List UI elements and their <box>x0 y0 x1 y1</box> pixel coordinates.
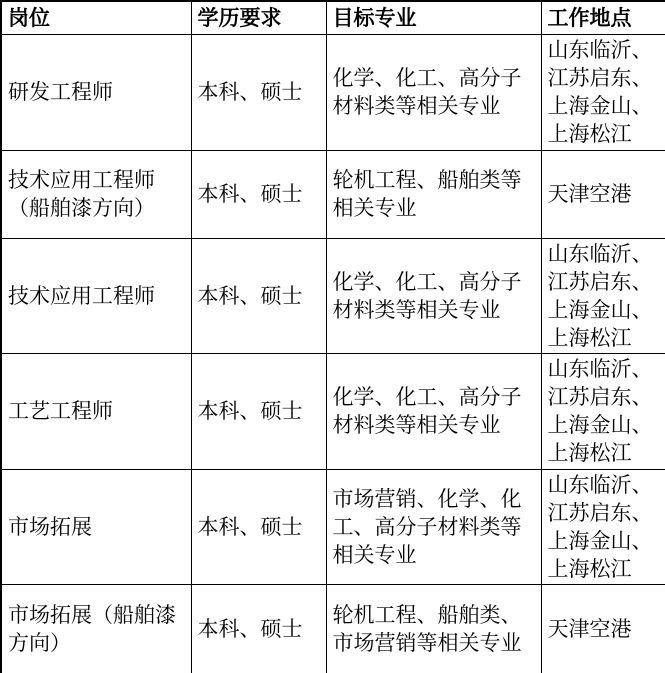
cell-education: 本科、硕士 <box>191 353 326 469</box>
table-row <box>1 353 665 469</box>
table-header-row <box>1 1 665 34</box>
cell-location: 山东临沂、江苏启东、上海金山、上海松江 <box>541 238 665 353</box>
cell-location: 山东临沂、江苏启东、上海金山、上海松江 <box>541 34 665 150</box>
cell-location: 山东临沂、江苏启东、上海金山、上海松江 <box>541 469 665 584</box>
cell-position: 市场拓展（船舶漆方向） <box>1 584 191 673</box>
cell-majors: 轮机工程、船舶类等相关专业 <box>326 150 541 238</box>
table-row <box>1 150 665 238</box>
cell-education: 本科、硕士 <box>191 584 326 673</box>
cell-location: 天津空港 <box>541 584 665 673</box>
cell-position: 工艺工程师 <box>1 353 191 469</box>
header-target-major: 目标专业 <box>326 1 541 34</box>
cell-education: 本科、硕士 <box>191 238 326 353</box>
table-row <box>1 34 665 150</box>
table-row <box>1 584 665 673</box>
cell-majors: 化学、化工、高分子材料类等相关专业 <box>326 238 541 353</box>
cell-majors: 化学、化工、高分子材料类等相关专业 <box>326 353 541 469</box>
cell-majors: 化学、化工、高分子材料类等相关专业 <box>326 34 541 150</box>
cell-location: 山东临沂、江苏启东、上海金山、上海松江 <box>541 353 665 469</box>
cell-education: 本科、硕士 <box>191 34 326 150</box>
cell-position: 技术应用工程师 <box>1 238 191 353</box>
table-row <box>1 469 665 584</box>
cell-education: 本科、硕士 <box>191 150 326 238</box>
cell-majors: 轮机工程、船舶类、市场营销等相关专业 <box>326 584 541 673</box>
cell-location: 天津空港 <box>541 150 665 238</box>
cell-education: 本科、硕士 <box>191 469 326 584</box>
cell-position: 市场拓展 <box>1 469 191 584</box>
header-position: 岗位 <box>1 1 191 34</box>
cell-majors: 市场营销、化学、化工、高分子材料类等相关专业 <box>326 469 541 584</box>
header-education: 学历要求 <box>191 1 326 34</box>
table-row <box>1 238 665 353</box>
cell-position: 技术应用工程师（船舶漆方向） <box>1 150 191 238</box>
header-work-location: 工作地点 <box>541 1 665 34</box>
cell-position: 研发工程师 <box>1 34 191 150</box>
